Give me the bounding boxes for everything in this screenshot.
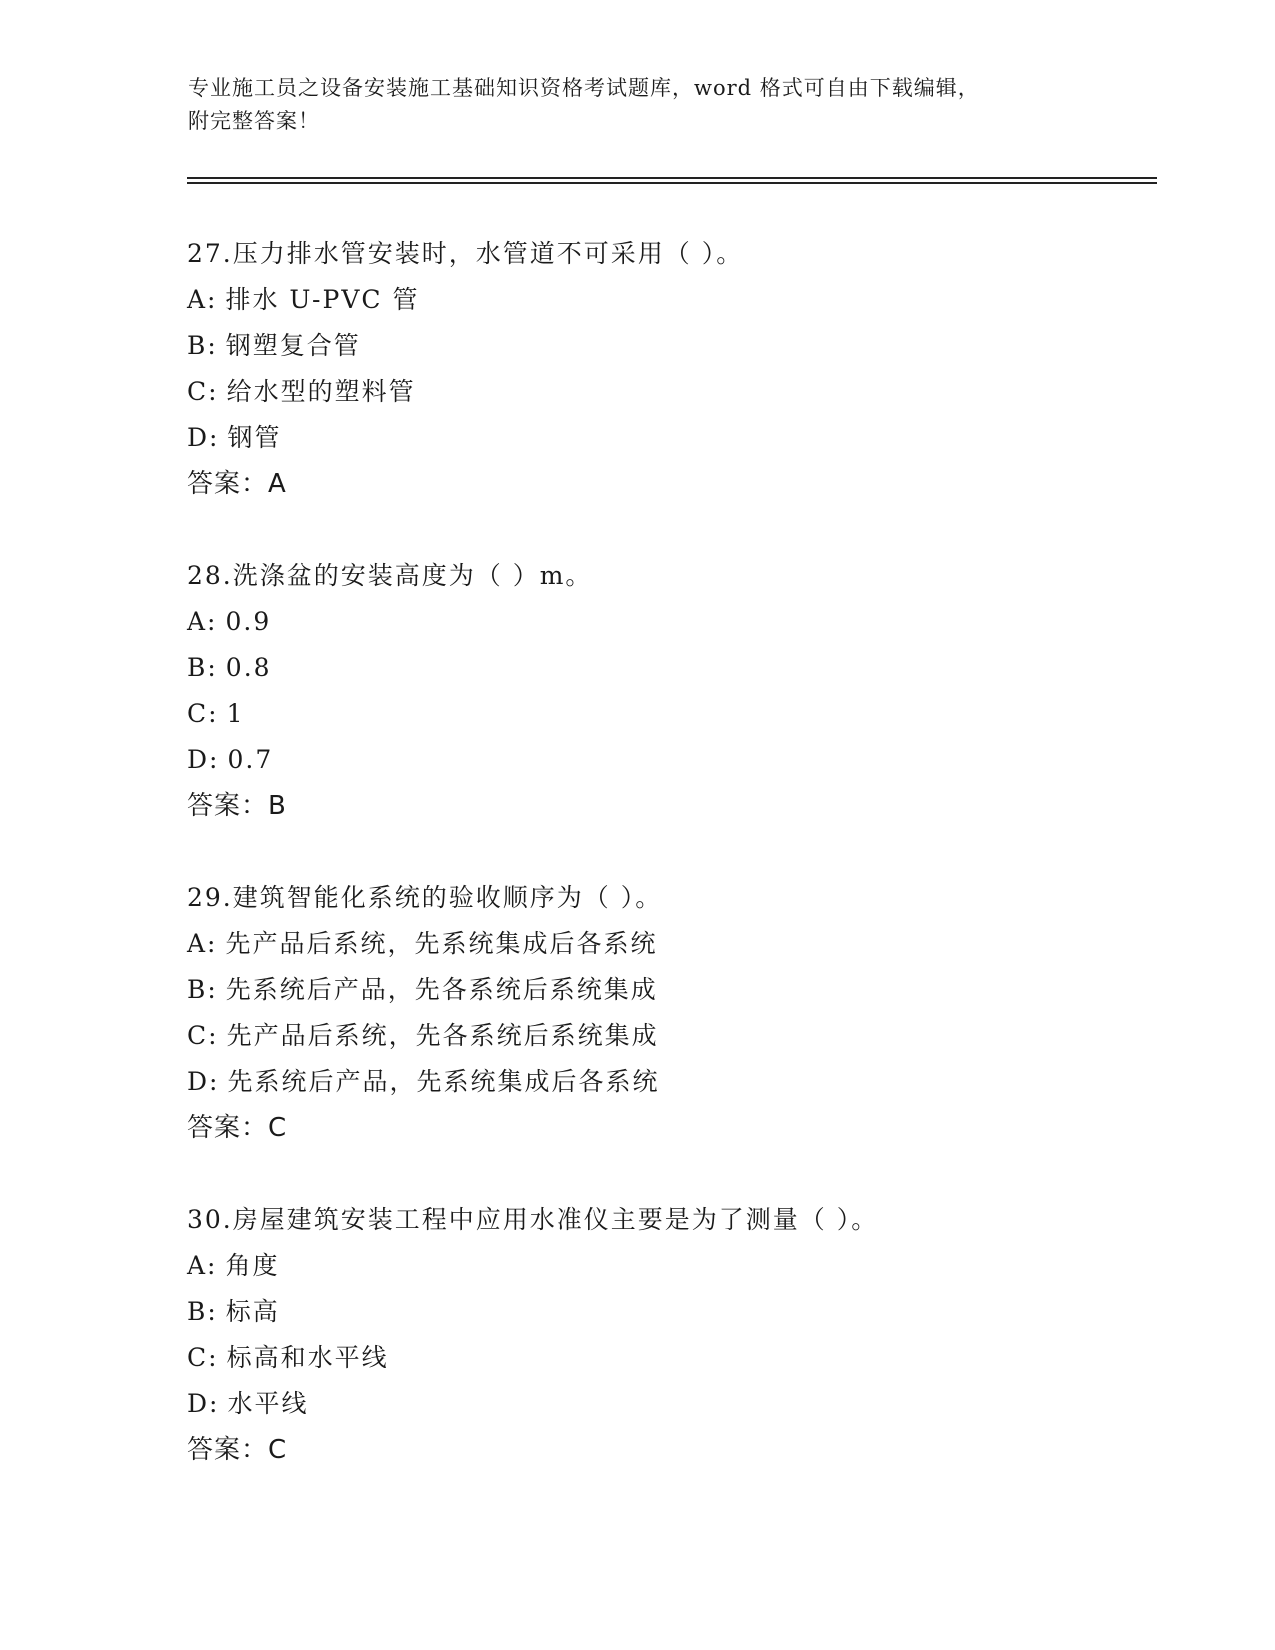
question-27 bbox=[187, 231, 1147, 507]
question-29 bbox=[187, 875, 1147, 1151]
option-c bbox=[187, 691, 1147, 737]
option-text: 标高 bbox=[225, 1297, 280, 1326]
option-text: 先产品后系统，先各系统后系统集成 bbox=[226, 1021, 659, 1050]
answer: 答案：C bbox=[187, 1113, 288, 1143]
option-text: 先系统后产品，先系统集成后各系统 bbox=[227, 1067, 660, 1096]
option-text: 给水型的塑料管 bbox=[226, 377, 416, 406]
option-b bbox=[187, 645, 1147, 691]
option-text: 水平线 bbox=[227, 1389, 309, 1418]
header-line-1: 专业施工员之设备安装施工基础知识资格考试题库，word 格式可自由下载编辑， bbox=[188, 76, 980, 100]
option-letter: B: bbox=[187, 331, 218, 360]
question-stem: 29.建筑智能化系统的验收顺序为（ ）。 bbox=[187, 883, 663, 912]
option-letter: B: bbox=[187, 1297, 218, 1326]
option-letter: D: bbox=[187, 1067, 220, 1096]
option-letter: A: bbox=[187, 607, 218, 636]
option-text: 0.7 bbox=[227, 745, 274, 774]
option-text: 排水 U-PVC 管 bbox=[225, 285, 420, 314]
option-b bbox=[187, 323, 1147, 369]
option-letter: D: bbox=[187, 745, 220, 774]
option-d bbox=[187, 415, 1147, 461]
option-b bbox=[187, 1289, 1147, 1335]
question-stem: 27.压力排水管安装时，水管道不可采用（ ）。 bbox=[187, 239, 744, 268]
option-letter: C: bbox=[187, 377, 219, 406]
option-letter: B: bbox=[187, 975, 218, 1004]
option-text: 先系统后产品，先各系统后系统集成 bbox=[225, 975, 658, 1004]
question-stem: 28.洗涤盆的安装高度为（ ）m。 bbox=[187, 561, 593, 590]
option-text: 标高和水平线 bbox=[226, 1343, 389, 1372]
option-letter: A: bbox=[187, 285, 218, 314]
option-letter: C: bbox=[187, 1021, 219, 1050]
answer: 答案：C bbox=[187, 1435, 288, 1465]
header-line-2: 附完整答案！ bbox=[188, 109, 320, 133]
answer: 答案：B bbox=[187, 791, 287, 821]
option-letter: D: bbox=[187, 1389, 220, 1418]
option-text: 钢塑复合管 bbox=[225, 331, 361, 360]
option-a bbox=[187, 1243, 1147, 1289]
option-text: 0.9 bbox=[225, 607, 272, 636]
question-stem: 30.房屋建筑安装工程中应用水准仪主要是为了测量（ ）。 bbox=[187, 1205, 879, 1234]
question-28 bbox=[187, 553, 1147, 829]
option-letter: C: bbox=[187, 699, 219, 728]
document-header bbox=[188, 72, 1088, 138]
option-text: 钢管 bbox=[227, 423, 282, 452]
option-text: 0.8 bbox=[225, 653, 272, 682]
answer: 答案：A bbox=[187, 469, 287, 499]
question-30 bbox=[187, 1197, 1147, 1473]
option-d bbox=[187, 737, 1147, 783]
header-divider-bottom bbox=[187, 182, 1157, 184]
option-d bbox=[187, 1381, 1147, 1427]
option-letter: C: bbox=[187, 1343, 219, 1372]
option-c bbox=[187, 1013, 1147, 1059]
option-text: 先产品后系统，先系统集成后各系统 bbox=[225, 929, 658, 958]
option-c bbox=[187, 369, 1147, 415]
option-letter: D: bbox=[187, 423, 220, 452]
option-a bbox=[187, 921, 1147, 967]
header-divider-top bbox=[187, 177, 1157, 179]
option-letter: B: bbox=[187, 653, 218, 682]
option-letter: A: bbox=[187, 1251, 218, 1280]
option-b bbox=[187, 967, 1147, 1013]
option-letter: A: bbox=[187, 929, 218, 958]
option-text: 角度 bbox=[225, 1251, 280, 1280]
option-a bbox=[187, 277, 1147, 323]
option-a bbox=[187, 599, 1147, 645]
option-d bbox=[187, 1059, 1147, 1105]
option-c bbox=[187, 1335, 1147, 1381]
option-text: 1 bbox=[226, 699, 245, 728]
